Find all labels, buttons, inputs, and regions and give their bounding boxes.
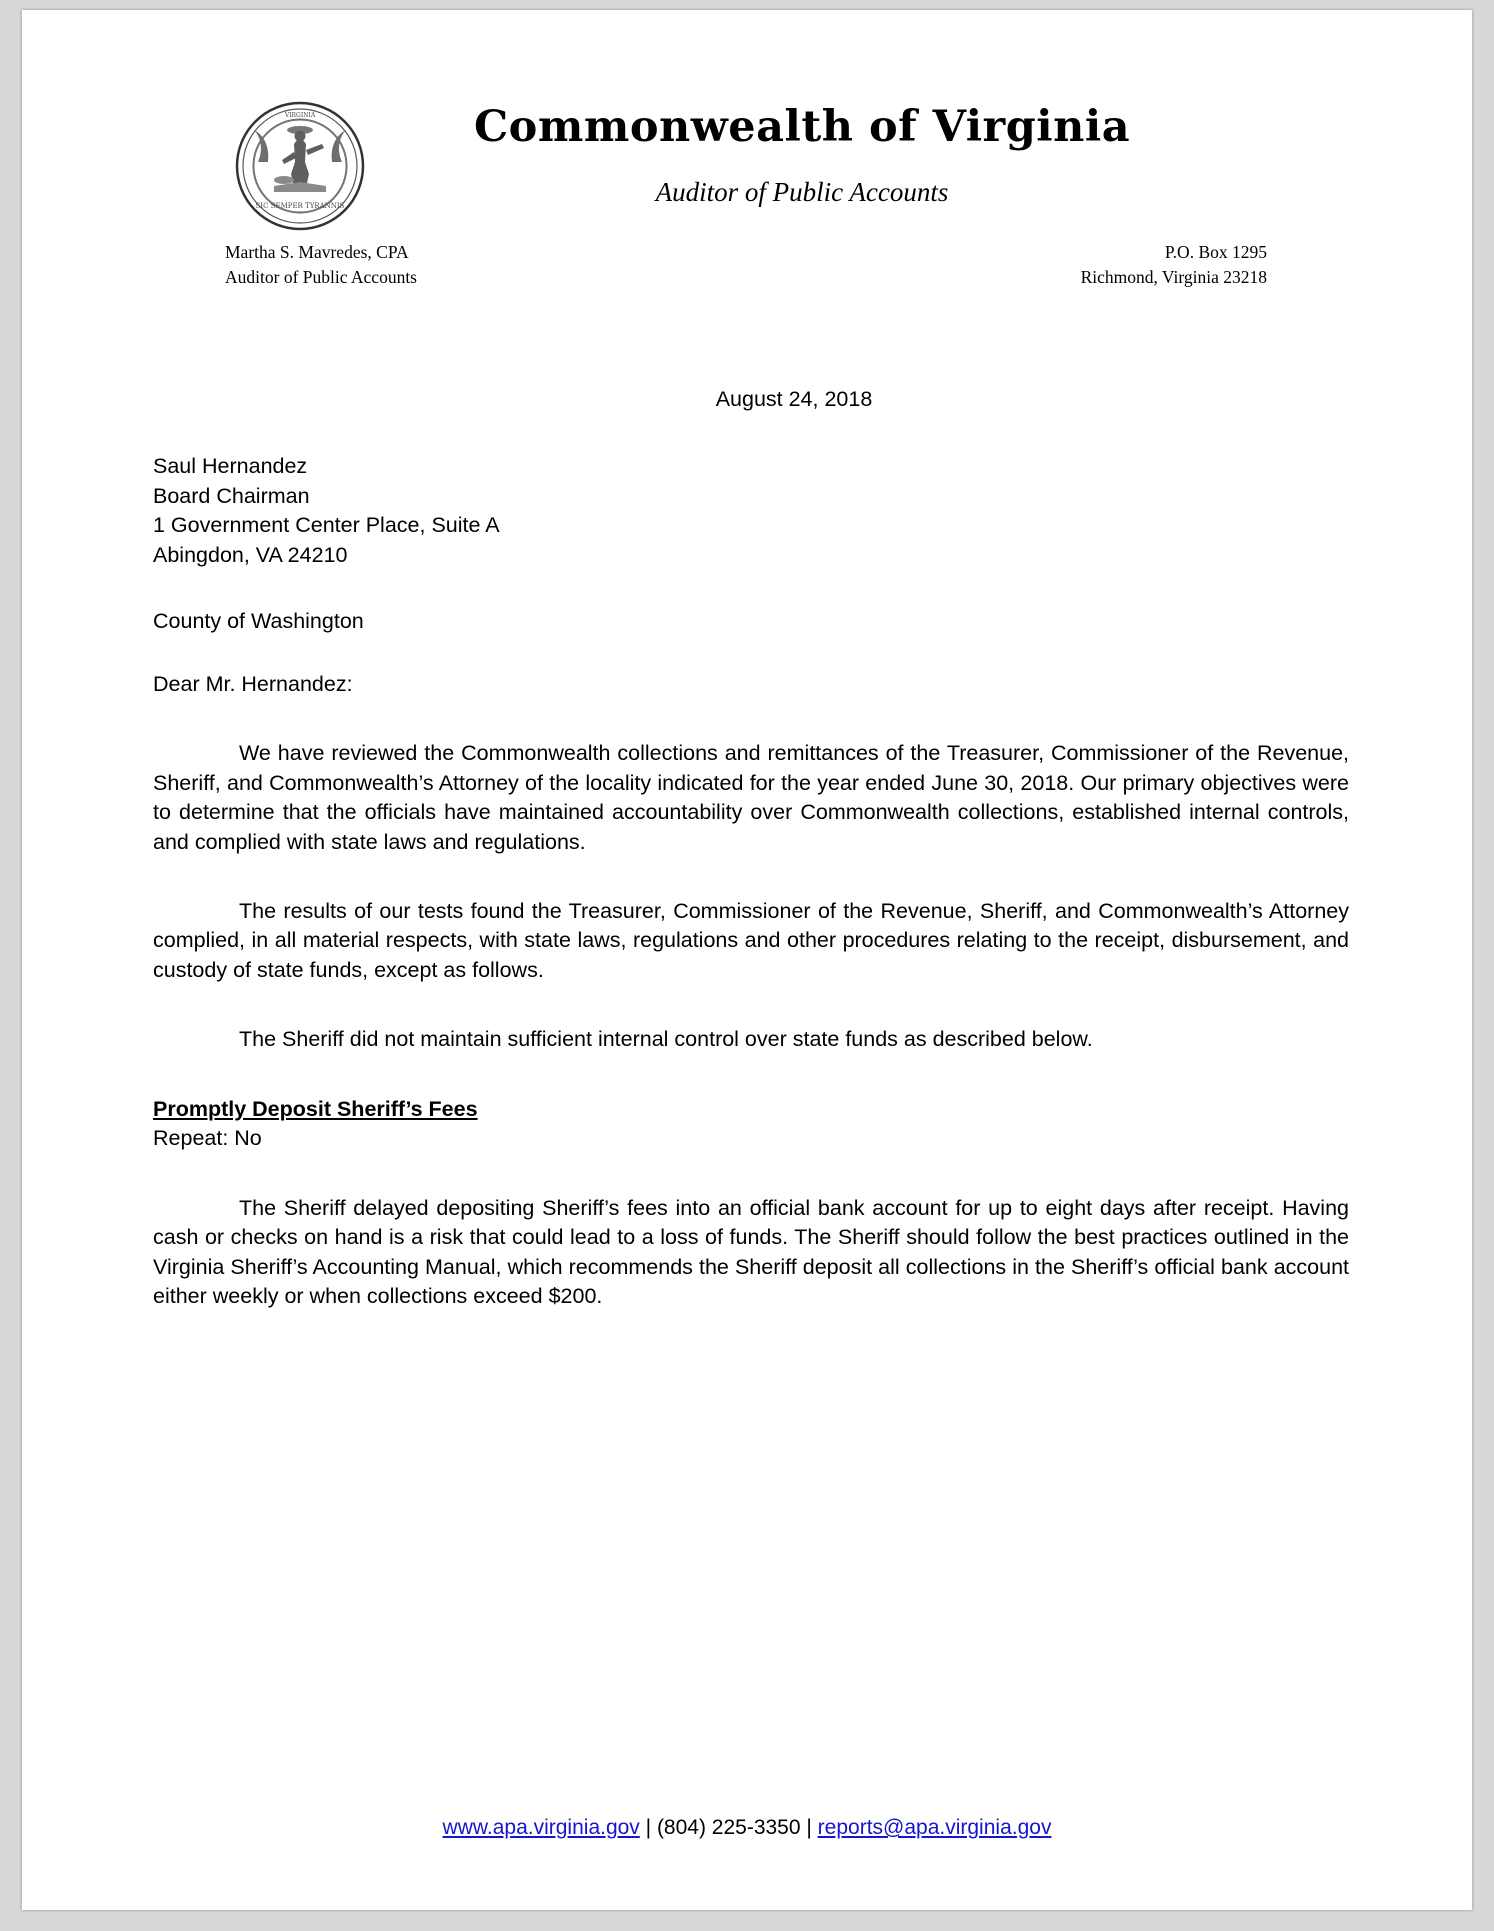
footer-separator-2: | bbox=[800, 1816, 818, 1839]
city-state-zip-line: Richmond, Virginia 23218 bbox=[1080, 267, 1267, 288]
finding-title: Promptly Deposit Sheriff’s Fees bbox=[153, 1096, 478, 1121]
apa-website-link[interactable]: www.apa.virginia.gov bbox=[442, 1816, 640, 1839]
footer-separator-1: | bbox=[639, 1816, 657, 1839]
masthead-title: Commonwealth of Virginia bbox=[473, 102, 1131, 152]
finding-repeat-status: Repeat: No bbox=[153, 1126, 262, 1151]
recipient-title: Board Chairman bbox=[153, 483, 310, 508]
document-page bbox=[22, 10, 1472, 1910]
recipient-city-state-zip: Abingdon, VA 24210 bbox=[153, 542, 348, 567]
recipient-name: Saul Hernandez bbox=[153, 454, 308, 479]
paragraph-test-results: The results of our tests found the Treasurer, Commissioner of the Revenue, Sheriff, and Commonwealth’s Attorney complied, in all material respects, with state laws, regulations and other procedures relating to the receipt, disbursement, and custody of state funds, except as follows. bbox=[153, 898, 1349, 982]
finding-body: The Sheriff delayed depositing Sheriff’s fees into an official bank account for up to eight days after receipt. Having cash or checks on hand is a risk that could lead to a loss of funds. The Sheriff should follow the best practices outlined in the Virginia Sheriff’s Accounting Manual, which recommends the Sheriff deposit all collections in the Sheriff’s official bank account either weekly or when collections exceed $200. bbox=[153, 1195, 1349, 1309]
masthead-subtitle: Auditor of Public Accounts bbox=[655, 177, 949, 207]
page-content bbox=[22, 10, 1472, 1910]
auditor-office: Auditor of Public Accounts bbox=[225, 267, 417, 288]
recipient-address bbox=[153, 452, 1349, 570]
apa-phone-number: (804) 225-3350 bbox=[656, 1816, 801, 1839]
svg-text:SIC SEMPER TYRANNIS: SIC SEMPER TYRANNIS bbox=[255, 202, 345, 210]
letterhead-right-block bbox=[1081, 240, 1267, 291]
page-footer bbox=[22, 1816, 1472, 1840]
auditor-name: Martha S. Mavredes, CPA bbox=[225, 242, 409, 262]
locality-line: County of Washington bbox=[153, 609, 364, 634]
apa-email-link[interactable]: reports@apa.virginia.gov bbox=[817, 1816, 1052, 1839]
salutation: Dear Mr. Hernandez: bbox=[153, 671, 353, 696]
virginia-state-seal-icon bbox=[234, 100, 366, 232]
paragraph-review-scope: We have reviewed the Commonwealth collections and remittances of the Treasurer, Commissioner of the Revenue, Sheriff, and Commonwealth’s Attorney of the locality indicated for the year ended June 30, 2018. Our primary objectives were to determine that the officials have maintained accountability over Commonwealth collections, established internal controls, and complied with state laws and regulations. bbox=[153, 741, 1349, 854]
letterhead-left-block bbox=[225, 240, 417, 291]
svg-text:VIRGINIA: VIRGINIA bbox=[284, 112, 316, 119]
paragraph-internal-control: The Sheriff did not maintain sufficient internal control over state funds as described below. bbox=[239, 1027, 1093, 1052]
letter-date: August 24, 2018 bbox=[715, 387, 873, 411]
po-box-line: P.O. Box 1295 bbox=[1164, 242, 1267, 262]
recipient-street: 1 Government Center Place, Suite A bbox=[153, 513, 500, 538]
letter-body bbox=[153, 385, 1349, 1312]
